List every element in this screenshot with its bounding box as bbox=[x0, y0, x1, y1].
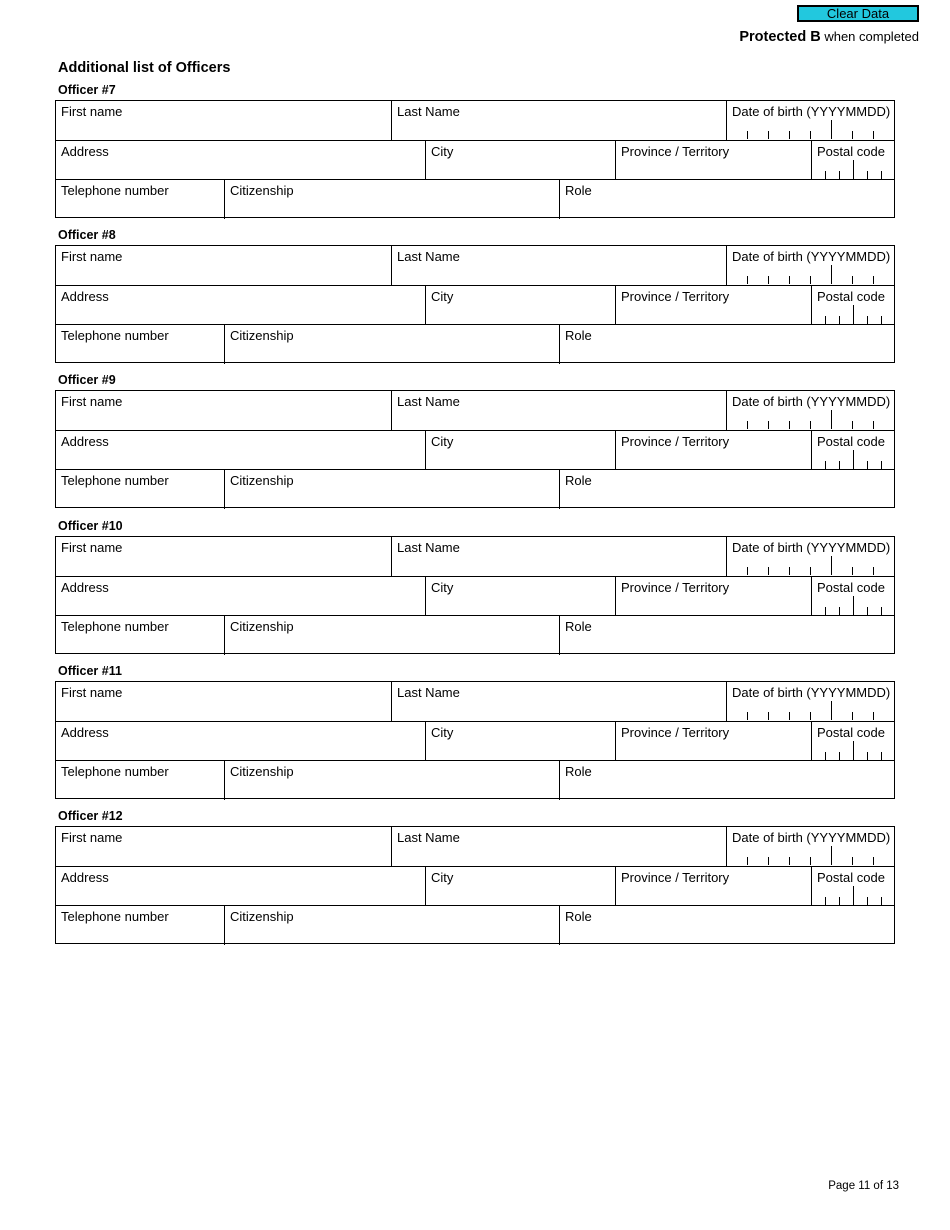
officer-7-first-name-field-label: First name bbox=[61, 104, 123, 119]
postal-char-divider bbox=[825, 752, 826, 760]
officer-8-last-name-field[interactable] bbox=[391, 246, 726, 285]
officer-10-telephone-field[interactable] bbox=[56, 616, 224, 655]
officer-11-city-field[interactable] bbox=[425, 722, 615, 761]
dob-digit-divider bbox=[873, 567, 874, 575]
officer-9-first-name-field[interactable] bbox=[56, 391, 391, 430]
officer-8-dob-field-label: Date of birth (YYYYMMDD) bbox=[732, 249, 891, 264]
postal-char-divider bbox=[825, 461, 826, 469]
officer-10-first-name-field-label: First name bbox=[61, 540, 123, 555]
officer-8-city-field-label: City bbox=[431, 289, 454, 304]
officer-11-first-name-field-label: First name bbox=[61, 685, 123, 700]
dob-digit-divider bbox=[768, 276, 769, 284]
officer-11-row-name bbox=[56, 682, 894, 721]
dob-digit-divider bbox=[747, 857, 748, 865]
officer-7-row-name bbox=[56, 101, 894, 140]
postal-char-divider bbox=[853, 450, 854, 469]
officer-12-city-field-label: City bbox=[431, 870, 454, 885]
postal-char-divider bbox=[867, 752, 868, 760]
officer-9-first-name-field-label: First name bbox=[61, 394, 123, 409]
officer-9-row-address bbox=[56, 430, 894, 470]
dob-digit-divider bbox=[789, 567, 790, 575]
officer-10-section bbox=[55, 536, 895, 654]
officer-10-postal-code-field-label: Postal code bbox=[817, 580, 885, 595]
officer-11-last-name-field[interactable] bbox=[391, 682, 726, 721]
officer-8-row-address bbox=[56, 285, 894, 325]
officer-7-title: Officer #7 bbox=[58, 83, 116, 97]
dob-digit-divider bbox=[789, 857, 790, 865]
dob-digit-divider bbox=[789, 131, 790, 139]
officer-7-first-name-field[interactable] bbox=[56, 101, 391, 140]
officer-12-row-address bbox=[56, 866, 894, 906]
officer-11-province-field[interactable] bbox=[615, 722, 811, 761]
officer-8-address-field[interactable] bbox=[56, 286, 425, 325]
officer-8-title: Officer #8 bbox=[58, 228, 116, 242]
officer-9-postal-code-field[interactable] bbox=[811, 431, 894, 470]
dob-digit-divider bbox=[747, 276, 748, 284]
officer-10-city-field[interactable] bbox=[425, 577, 615, 616]
officer-12-citizenship-field-label: Citizenship bbox=[230, 909, 294, 924]
postal-char-divider bbox=[853, 886, 854, 905]
officer-11-telephone-field-label: Telephone number bbox=[61, 764, 169, 779]
dob-digit-divider bbox=[747, 131, 748, 139]
officer-12-telephone-field[interactable] bbox=[56, 906, 224, 945]
officer-8-first-name-field[interactable] bbox=[56, 246, 391, 285]
dob-digit-divider bbox=[852, 857, 853, 865]
officer-12-province-field[interactable] bbox=[615, 867, 811, 906]
postal-char-divider bbox=[825, 171, 826, 179]
postal-char-divider bbox=[839, 171, 840, 179]
officer-8-last-name-field-label: Last Name bbox=[397, 249, 460, 264]
officer-7-province-field-label: Province / Territory bbox=[621, 144, 730, 159]
postal-char-divider bbox=[881, 897, 882, 905]
officer-11-role-field[interactable] bbox=[559, 761, 894, 800]
officer-11-address-field[interactable] bbox=[56, 722, 425, 761]
dob-digit-divider bbox=[831, 556, 832, 575]
postal-char-divider bbox=[839, 316, 840, 324]
officer-9-address-field[interactable] bbox=[56, 431, 425, 470]
officer-12-postal-code-field[interactable] bbox=[811, 867, 894, 906]
officer-9-citizenship-field[interactable] bbox=[224, 470, 559, 509]
dob-digit-divider bbox=[852, 712, 853, 720]
officer-8-citizenship-field[interactable] bbox=[224, 325, 559, 364]
officer-8-role-field[interactable] bbox=[559, 325, 894, 364]
officer-7-dob-field-label: Date of birth (YYYYMMDD) bbox=[732, 104, 891, 119]
officer-9-province-field-label: Province / Territory bbox=[621, 434, 730, 449]
dob-digit-divider bbox=[768, 567, 769, 575]
officer-8-province-field-label: Province / Territory bbox=[621, 289, 730, 304]
dob-digit-divider bbox=[873, 131, 874, 139]
officer-11-postal-code-field-label: Postal code bbox=[817, 725, 885, 740]
officer-8-section bbox=[55, 245, 895, 363]
officer-8-city-field[interactable] bbox=[425, 286, 615, 325]
officer-7-last-name-field[interactable] bbox=[391, 101, 726, 140]
dob-digit-divider bbox=[852, 567, 853, 575]
postal-char-divider bbox=[853, 596, 854, 615]
officer-12-title: Officer #12 bbox=[58, 809, 123, 823]
dob-digit-divider bbox=[768, 131, 769, 139]
officer-12-address-field-label: Address bbox=[61, 870, 109, 885]
officer-10-role-field[interactable] bbox=[559, 616, 894, 655]
dob-digit-divider bbox=[810, 421, 811, 429]
officer-10-province-field-label: Province / Territory bbox=[621, 580, 730, 595]
officer-7-role-field-label: Role bbox=[565, 183, 592, 198]
officer-11-citizenship-field-label: Citizenship bbox=[230, 764, 294, 779]
officer-11-role-field-label: Role bbox=[565, 764, 592, 779]
dob-digit-divider bbox=[747, 421, 748, 429]
officer-10-city-field-label: City bbox=[431, 580, 454, 595]
officer-7-citizenship-field-label: Citizenship bbox=[230, 183, 294, 198]
officer-11-address-field-label: Address bbox=[61, 725, 109, 740]
officer-8-province-field[interactable] bbox=[615, 286, 811, 325]
dob-digit-divider bbox=[852, 131, 853, 139]
officer-9-telephone-field-label: Telephone number bbox=[61, 473, 169, 488]
officer-12-address-field[interactable] bbox=[56, 867, 425, 906]
officer-11-province-field-label: Province / Territory bbox=[621, 725, 730, 740]
postal-char-divider bbox=[867, 897, 868, 905]
page-number: Page 11 of 13 bbox=[828, 1180, 899, 1192]
postal-char-divider bbox=[853, 160, 854, 179]
dob-digit-divider bbox=[831, 701, 832, 720]
dob-digit-divider bbox=[831, 410, 832, 429]
officer-7-row-contact bbox=[56, 179, 894, 219]
officer-9-telephone-field[interactable] bbox=[56, 470, 224, 509]
officer-10-dob-field-label: Date of birth (YYYYMMDD) bbox=[732, 540, 891, 555]
dob-digit-divider bbox=[831, 120, 832, 139]
officer-7-address-field[interactable] bbox=[56, 141, 425, 180]
officer-10-role-field-label: Role bbox=[565, 619, 592, 634]
protected-label: Protected B bbox=[739, 29, 821, 45]
officer-8-postal-code-field[interactable] bbox=[811, 286, 894, 325]
postal-char-divider bbox=[881, 607, 882, 615]
officer-12-telephone-field-label: Telephone number bbox=[61, 909, 169, 924]
officer-9-dob-field-label: Date of birth (YYYYMMDD) bbox=[732, 394, 891, 409]
officer-8-telephone-field-label: Telephone number bbox=[61, 328, 169, 343]
officer-12-row-contact bbox=[56, 905, 894, 945]
dob-digit-divider bbox=[810, 857, 811, 865]
officer-7-dob-field[interactable] bbox=[726, 101, 894, 140]
officer-10-row-name bbox=[56, 537, 894, 576]
officer-11-dob-field-label: Date of birth (YYYYMMDD) bbox=[732, 685, 891, 700]
postal-char-divider bbox=[825, 316, 826, 324]
dob-digit-divider bbox=[789, 276, 790, 284]
officer-12-section bbox=[55, 826, 895, 944]
officer-12-postal-code-field-label: Postal code bbox=[817, 870, 885, 885]
officer-9-last-name-field-label: Last Name bbox=[397, 394, 460, 409]
dob-digit-divider bbox=[810, 276, 811, 284]
postal-char-divider bbox=[825, 607, 826, 615]
officer-11-row-contact bbox=[56, 760, 894, 800]
officer-10-title: Officer #10 bbox=[58, 519, 123, 533]
officer-10-address-field[interactable] bbox=[56, 577, 425, 616]
dob-digit-divider bbox=[789, 712, 790, 720]
officer-10-citizenship-field-label: Citizenship bbox=[230, 619, 294, 634]
officer-10-last-name-field-label: Last Name bbox=[397, 540, 460, 555]
officer-12-first-name-field[interactable] bbox=[56, 827, 391, 866]
officer-9-dob-field[interactable] bbox=[726, 391, 894, 430]
officer-12-dob-field-label: Date of birth (YYYYMMDD) bbox=[732, 830, 891, 845]
officer-8-telephone-field[interactable] bbox=[56, 325, 224, 364]
officer-10-postal-code-field[interactable] bbox=[811, 577, 894, 616]
postal-char-divider bbox=[867, 171, 868, 179]
officer-8-citizenship-field-label: Citizenship bbox=[230, 328, 294, 343]
officer-9-city-field-label: City bbox=[431, 434, 454, 449]
officer-9-row-name bbox=[56, 391, 894, 430]
dob-digit-divider bbox=[789, 421, 790, 429]
dob-digit-divider bbox=[873, 857, 874, 865]
dob-digit-divider bbox=[852, 421, 853, 429]
officer-7-citizenship-field[interactable] bbox=[224, 180, 559, 219]
officer-11-postal-code-field[interactable] bbox=[811, 722, 894, 761]
officer-8-role-field-label: Role bbox=[565, 328, 592, 343]
dob-digit-divider bbox=[747, 567, 748, 575]
officer-12-role-field[interactable] bbox=[559, 906, 894, 945]
officer-10-last-name-field[interactable] bbox=[391, 537, 726, 576]
officer-10-citizenship-field[interactable] bbox=[224, 616, 559, 655]
officer-12-last-name-field[interactable] bbox=[391, 827, 726, 866]
form-title: Additional list of Officers bbox=[58, 60, 231, 76]
officer-8-postal-code-field-label: Postal code bbox=[817, 289, 885, 304]
officer-8-row-contact bbox=[56, 324, 894, 364]
postal-char-divider bbox=[867, 461, 868, 469]
postal-char-divider bbox=[839, 461, 840, 469]
officer-8-first-name-field-label: First name bbox=[61, 249, 123, 264]
officer-8-dob-field[interactable] bbox=[726, 246, 894, 285]
officer-11-row-address bbox=[56, 721, 894, 761]
officer-11-last-name-field-label: Last Name bbox=[397, 685, 460, 700]
officer-9-role-field[interactable] bbox=[559, 470, 894, 509]
officer-12-last-name-field-label: Last Name bbox=[397, 830, 460, 845]
postal-char-divider bbox=[881, 171, 882, 179]
officer-11-city-field-label: City bbox=[431, 725, 454, 740]
officer-7-postal-code-field[interactable] bbox=[811, 141, 894, 180]
officer-9-role-field-label: Role bbox=[565, 473, 592, 488]
postal-char-divider bbox=[853, 741, 854, 760]
officer-9-citizenship-field-label: Citizenship bbox=[230, 473, 294, 488]
officer-7-last-name-field-label: Last Name bbox=[397, 104, 460, 119]
officer-7-postal-code-field-label: Postal code bbox=[817, 144, 885, 159]
officer-7-city-field[interactable] bbox=[425, 141, 615, 180]
dob-digit-divider bbox=[768, 421, 769, 429]
dob-digit-divider bbox=[873, 276, 874, 284]
officer-12-role-field-label: Role bbox=[565, 909, 592, 924]
postal-char-divider bbox=[853, 305, 854, 324]
officer-10-province-field[interactable] bbox=[615, 577, 811, 616]
postal-char-divider bbox=[839, 897, 840, 905]
dob-digit-divider bbox=[831, 846, 832, 865]
officer-11-citizenship-field[interactable] bbox=[224, 761, 559, 800]
officer-9-last-name-field[interactable] bbox=[391, 391, 726, 430]
dob-digit-divider bbox=[873, 421, 874, 429]
dob-digit-divider bbox=[747, 712, 748, 720]
officer-7-province-field[interactable] bbox=[615, 141, 811, 180]
dob-digit-divider bbox=[768, 712, 769, 720]
clear-data-button[interactable]: Clear Data bbox=[797, 5, 919, 22]
officer-8-address-field-label: Address bbox=[61, 289, 109, 304]
dob-digit-divider bbox=[810, 567, 811, 575]
officer-11-title: Officer #11 bbox=[58, 664, 122, 678]
dob-digit-divider bbox=[873, 712, 874, 720]
postal-char-divider bbox=[881, 461, 882, 469]
officer-9-address-field-label: Address bbox=[61, 434, 109, 449]
postal-char-divider bbox=[839, 752, 840, 760]
officer-7-telephone-field[interactable] bbox=[56, 180, 224, 219]
officer-7-city-field-label: City bbox=[431, 144, 454, 159]
postal-char-divider bbox=[825, 897, 826, 905]
officer-11-first-name-field[interactable] bbox=[56, 682, 391, 721]
officer-12-dob-field[interactable] bbox=[726, 827, 894, 866]
officer-12-citizenship-field[interactable] bbox=[224, 906, 559, 945]
officer-7-row-address bbox=[56, 140, 894, 180]
officer-8-row-name bbox=[56, 246, 894, 285]
officer-9-city-field[interactable] bbox=[425, 431, 615, 470]
officer-12-city-field[interactable] bbox=[425, 867, 615, 906]
officer-11-section bbox=[55, 681, 895, 799]
protected-b-notice bbox=[739, 29, 919, 45]
officer-7-section bbox=[55, 100, 895, 218]
officer-7-address-field-label: Address bbox=[61, 144, 109, 159]
officer-9-section bbox=[55, 390, 895, 508]
officer-12-row-name bbox=[56, 827, 894, 866]
officer-12-province-field-label: Province / Territory bbox=[621, 870, 730, 885]
officer-7-role-field[interactable] bbox=[559, 180, 894, 219]
postal-char-divider bbox=[881, 316, 882, 324]
dob-digit-divider bbox=[831, 265, 832, 284]
officer-9-postal-code-field-label: Postal code bbox=[817, 434, 885, 449]
postal-char-divider bbox=[867, 607, 868, 615]
officer-7-telephone-field-label: Telephone number bbox=[61, 183, 169, 198]
officer-9-row-contact bbox=[56, 469, 894, 509]
officer-12-first-name-field-label: First name bbox=[61, 830, 123, 845]
officer-9-province-field[interactable] bbox=[615, 431, 811, 470]
officer-11-dob-field[interactable] bbox=[726, 682, 894, 721]
dob-digit-divider bbox=[768, 857, 769, 865]
officer-10-row-address bbox=[56, 576, 894, 616]
dob-digit-divider bbox=[810, 131, 811, 139]
officer-10-telephone-field-label: Telephone number bbox=[61, 619, 169, 634]
officer-10-address-field-label: Address bbox=[61, 580, 109, 595]
postal-char-divider bbox=[867, 316, 868, 324]
postal-char-divider bbox=[881, 752, 882, 760]
protected-suffix: when completed bbox=[824, 29, 919, 44]
officer-9-title: Officer #9 bbox=[58, 373, 116, 387]
dob-digit-divider bbox=[810, 712, 811, 720]
officer-10-row-contact bbox=[56, 615, 894, 655]
dob-digit-divider bbox=[852, 276, 853, 284]
officer-10-first-name-field[interactable] bbox=[56, 537, 391, 576]
officer-11-telephone-field[interactable] bbox=[56, 761, 224, 800]
officer-10-dob-field[interactable] bbox=[726, 537, 894, 576]
postal-char-divider bbox=[839, 607, 840, 615]
